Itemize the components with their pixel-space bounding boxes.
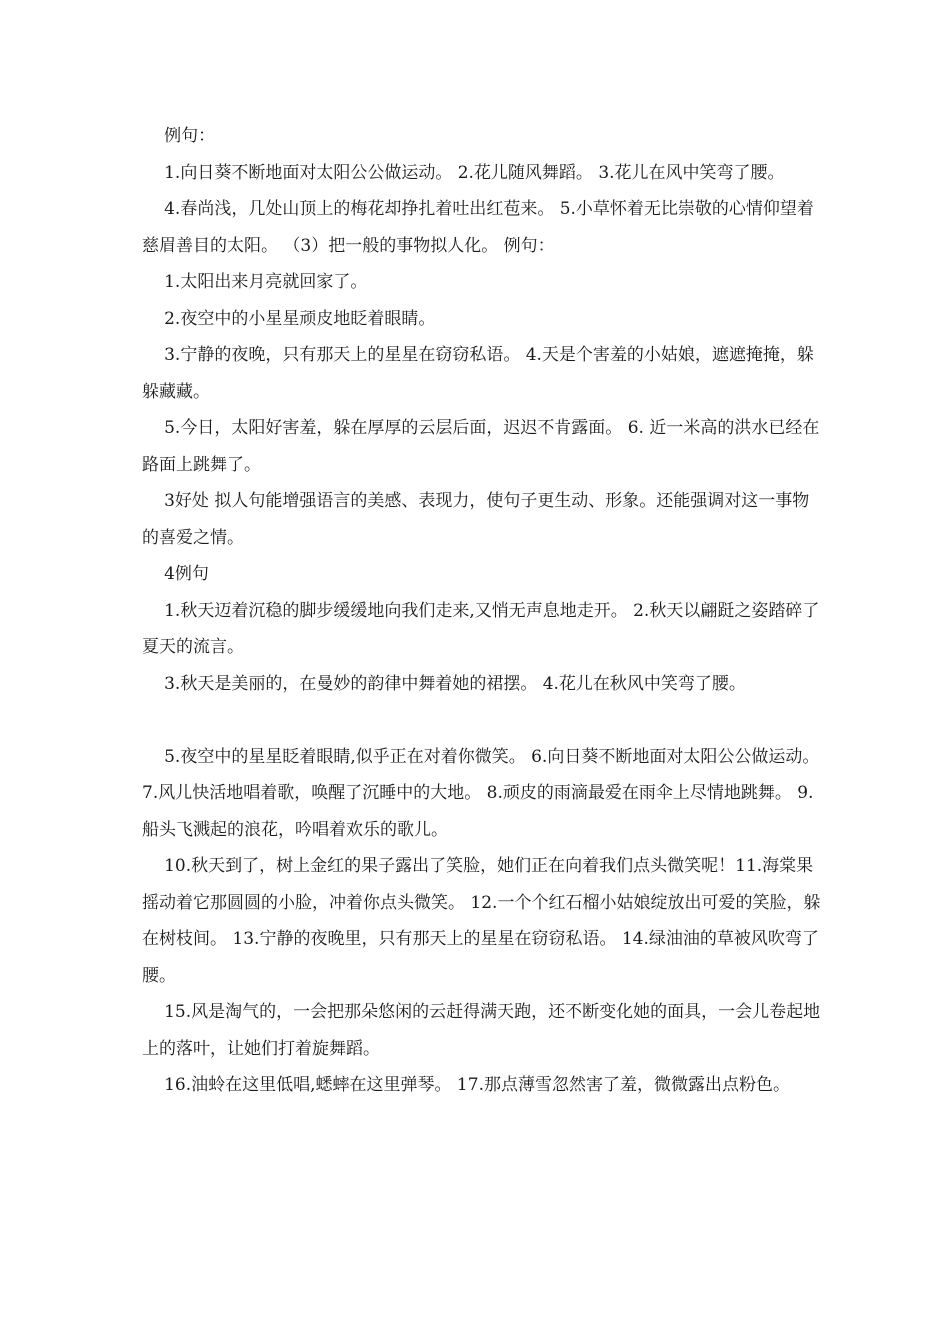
paragraph-autumn-1-2: 1.秋天迈着沉稳的脚步缓缓地向我们走来,又悄无声息地走开。 2.秋天以翩跹之姿踏碎了夏天的流言。 <box>142 600 820 657</box>
paragraph-example-15: 15.风是淘气的，一会把那朵悠闲的云赶得满天跑，还不断变化她的面具，一会儿卷起地上的落叶，让她们打着旋舞蹈。 <box>142 1002 821 1059</box>
paragraph-examples-1-3: 1.向日葵不断地面对太阳公公做运动。 2.花儿随风舞蹈。 3.花儿在风中笑弯了腰。 <box>164 162 785 183</box>
paragraph-autumn-3-4: 3.秋天是美丽的，在曼妙的韵律中舞着她的裙摆。 4.花儿在秋风中笑弯了腰。 <box>164 673 746 694</box>
paragraph-example-heading: 例句： <box>164 126 216 146</box>
paragraph-examples-5-9: 5.夜空中的星星眨着眼睛,似乎正在对着你微笑。 6.向日葵不断地面对太阳公公做运动。 7.风儿快活地唱着歌，唤醒了沉睡中的大地。 8.顽皮的雨滴最爱在雨伞上尽情地跳舞。 9.船头飞溅起的浪花，吟唱着欢乐的歌儿。 <box>142 746 820 840</box>
paragraph-examples-10-14: 10.秋天到了，树上金红的果子露出了笑脸，她们正在向着我们点头微笑呢！11.海棠果摇动着它那圆圆的小脸，冲着你点头微笑。 12.一个个红石榴小姑娘绽放出可爱的笑脸，躲在树枝间。 13.宁静的夜晚里，只有那天上的星星在窃窃私语。 14.绿油油的草被风吹弯了腰。 <box>142 856 821 986</box>
paragraph-benefits: 3好处 拟人句能增强语言的美感、表现力，使句子更生动、形象。还能强调对这一事物的喜爱之情。 <box>142 491 810 548</box>
blank-line <box>142 702 822 739</box>
paragraph-examples-night-sky: 3.宁静的夜晚，只有那天上的星星在窃窃私语。 4.天是个害羞的小姑娘，遮遮掩掩，躲躲藏藏。 <box>142 345 814 402</box>
document-body <box>142 118 822 1104</box>
paragraph-example-stars: 2.夜空中的小星星顽皮地眨着眼睛。 <box>164 308 436 329</box>
paragraph-section-4-heading: 4例句 <box>164 564 209 584</box>
paragraph-examples-16-17: 16.油蛉在这里低唱,蟋蟀在这里弹琴。 17.那点薄雪忽然害了羞，微微露出点粉色。 <box>164 1075 790 1095</box>
paragraph-examples-4-5: 4.春尚浅，几处山顶上的梅花却挣扎着吐出红苞来。 5.小草怀着无比崇敬的心情仰望着慈眉善目的太阳。 （3）把一般的事物拟人化。 例句： <box>142 199 814 256</box>
paragraph-examples-shy-sun: 5.今日，太阳好害羞，躲在厚厚的云层后面，迟迟不肯露面。 6. 近一米高的洪水已经在路面上跳舞了。 <box>142 418 820 475</box>
paragraph-example-sun-moon: 1.太阳出来月亮就回家了。 <box>164 272 368 292</box>
